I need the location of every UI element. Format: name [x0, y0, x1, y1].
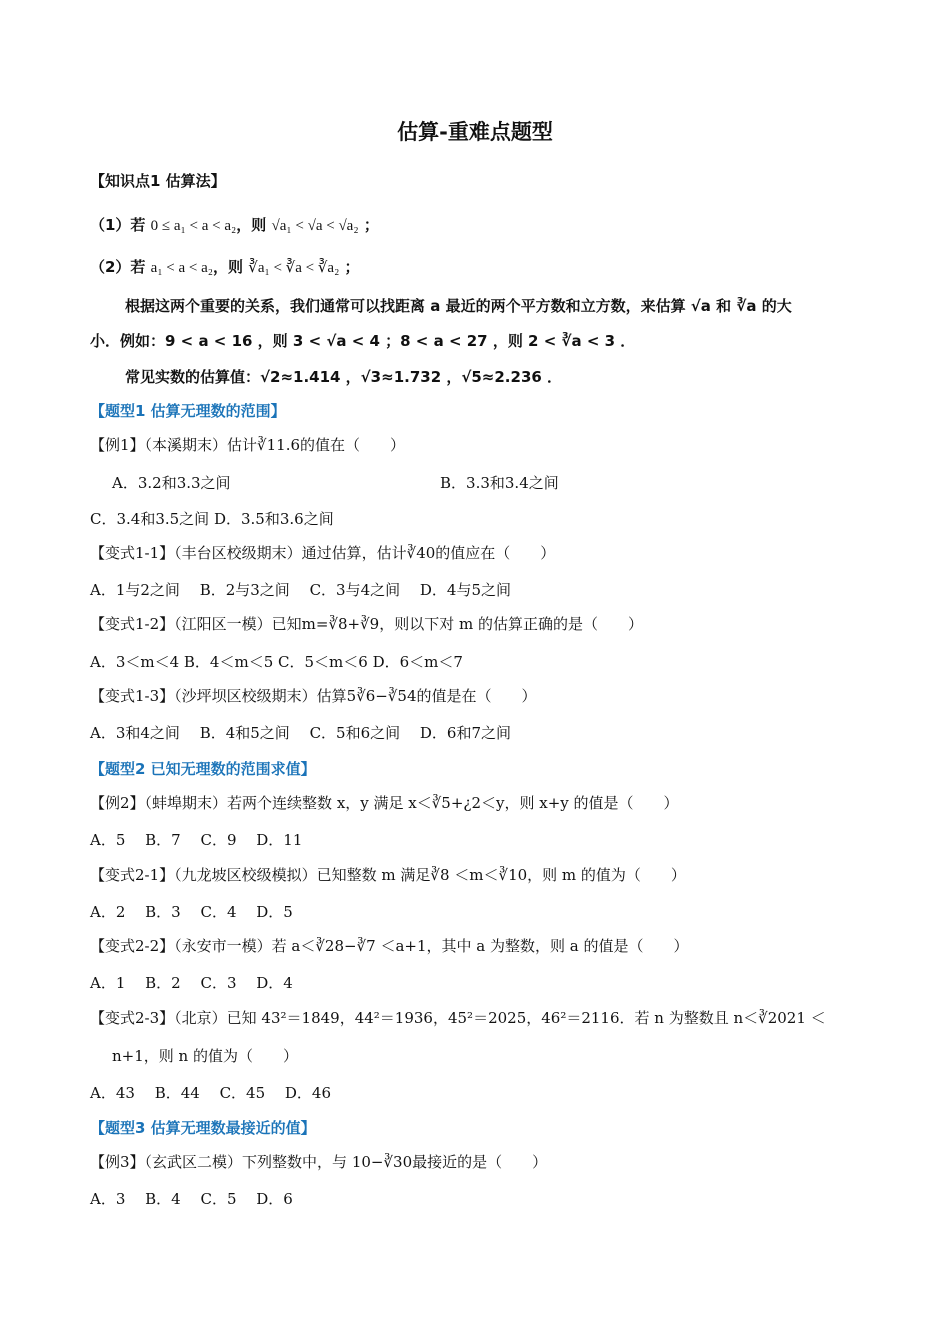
option-line: A．43 B．44 C．45 D．46 — [90, 1084, 332, 1102]
rule-2-end: ； — [344, 258, 360, 276]
problem-stem: 【变式1-3】（沙坪坝区校级期末）估算5∛6−∛54的值是在（ ） — [90, 687, 537, 705]
section-heading-1: 【题型1 估算无理数的范围】 — [90, 402, 286, 420]
rule-2-prefix: （2）若 — [90, 258, 146, 276]
option-b: B．3.3和3.4之间 — [440, 474, 559, 492]
problem-stem: 【例1】（本溪期末）估计∛11.6的值在（ ） — [90, 436, 406, 454]
problem-stem-continued: n+1，则 n 的值为（ ） — [112, 1047, 298, 1065]
section-heading-3: 【题型3 估算无理数最接近的值】 — [90, 1119, 316, 1137]
problem-stem: 【变式2-3】（北京）已知 43²＝1849，44²＝1936，45²＝2025，46²＝2116．若 n 为整数且 n＜∛2021 ＜ — [90, 1009, 826, 1027]
knowledge-paragraph-3: 常见实数的估算值：√2≈1.414 ，√3≈1.732 ，√5≈2.236 ． — [125, 368, 563, 386]
option-line: C．3.4和3.5之间 D．3.5和3.6之间 — [90, 510, 334, 528]
knowledge-paragraph-1: 根据这两个重要的关系，我们通常可以找距离 a 最近的两个平方数和立方数，来估算 √a 和 ∛a 的大 — [125, 297, 792, 315]
page-title: 估算-重难点题型 — [397, 120, 553, 144]
rule-2-result: ∛a₁ < ∛a < ∛a₂ — [248, 260, 340, 276]
option-line: A．3＜m＜4 B．4＜m＜5 C．5＜m＜6 D．6＜m＜7 — [90, 653, 463, 671]
knowledge-heading: 【知识点1 估算法】 — [90, 172, 226, 190]
section-heading-2: 【题型2 已知无理数的范围求值】 — [90, 760, 316, 778]
option-a: A．3.2和3.3之间 — [112, 474, 231, 492]
rule-1-condition: 0 ≤ a₁ < a < a₂ — [150, 218, 237, 234]
option-line: A．5 B．7 C．9 D．11 — [90, 831, 303, 849]
knowledge-paragraph-2: 小．例如：9 < a < 16 ，则 3 < √a < 4 ；8 < a < 27 ，则 2 < ∛a < 3 ． — [90, 332, 636, 350]
option-line: A．2 B．3 C．4 D．5 — [90, 903, 293, 921]
rule-2-mid: ，则 — [213, 258, 244, 276]
option-line: A．1与2之间 B．2与3之间 C．3与4之间 D．4与5之间 — [90, 581, 512, 599]
option-line: A．1 B．2 C．3 D．4 — [90, 974, 293, 992]
problem-stem: 【变式1-2】（江阳区一模）已知m=∛8+∛9，则以下对 m 的估算正确的是（ ） — [90, 615, 643, 633]
rule-2-condition: a₁ < a < a₂ — [150, 260, 214, 276]
problem-stem: 【例3】（玄武区二模）下列整数中，与 10−∛30最接近的是（ ） — [90, 1153, 548, 1171]
rule-1-end: ； — [363, 216, 379, 234]
rule-1-mid: ，则 — [236, 216, 267, 234]
problem-stem: 【变式1-1】（丰台区校级期末）通过估算，估计∛40的值应在（ ） — [90, 544, 556, 562]
rule-1 — [90, 214, 379, 237]
rule-2 — [90, 256, 360, 279]
rule-1-prefix: （1）若 — [90, 216, 146, 234]
problem-stem: 【例2】（蚌埠期末）若两个连续整数 x，y 满足 x＜∛5+¿2＜y，则 x+y 的值是（ ） — [90, 794, 679, 812]
rule-1-result: √a₁ < √a < √a₂ — [271, 218, 359, 234]
problem-stem: 【变式2-2】（永安市一模）若 a＜∛28−∛7 ＜a+1，其中 a 为整数，则 a 的值是（ ） — [90, 937, 689, 955]
option-line: A．3和4之间 B．4和5之间 C．5和6之间 D．6和7之间 — [90, 724, 512, 742]
problem-stem: 【变式2-1】（九龙坡区校级模拟）已知整数 m 满足∛8 ＜m＜∛10，则 m 的值为（ ） — [90, 866, 686, 884]
option-line: A．3 B．4 C．5 D．6 — [90, 1190, 293, 1208]
